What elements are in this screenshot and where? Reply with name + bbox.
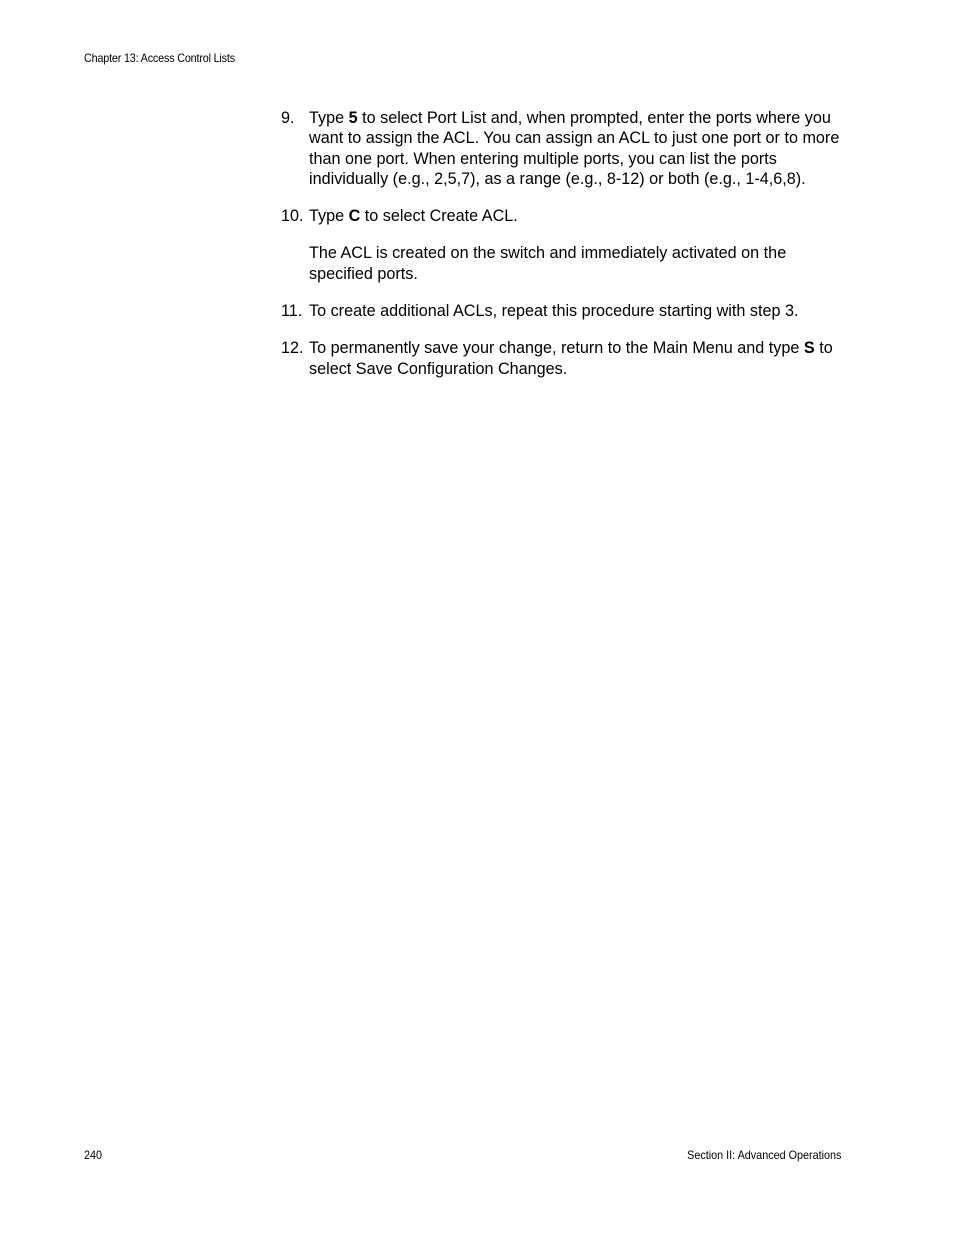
step-10: [281, 206, 846, 226]
step-9: [281, 108, 846, 189]
step-text-post: to select Create ACL.: [360, 207, 518, 226]
running-header: Chapter 13: Access Control Lists: [84, 51, 235, 65]
step-text: [309, 108, 846, 189]
step-text: [309, 338, 846, 379]
step-number: 12.: [281, 339, 304, 358]
step-number: 9.: [281, 109, 295, 127]
step-text-pre: Type: [309, 207, 349, 226]
step-number: 10.: [281, 207, 304, 226]
procedure-steps: [281, 108, 846, 396]
step-text-pre: Type: [309, 109, 349, 127]
step-number: 11.: [281, 302, 303, 321]
step-10-note: The ACL is created on the switch and immediately activated on the specified ports.: [309, 244, 787, 283]
key-label: C: [348, 207, 361, 226]
step-text: To create additional ACLs, repeat this procedure starting with step 3.: [309, 302, 799, 321]
step-text-post: to select Save Configuration Changes.: [309, 339, 833, 378]
section-title: Section II: Advanced Operations: [686, 1148, 841, 1162]
key-label: 5: [348, 109, 358, 127]
step-12: [281, 338, 846, 379]
step-text-post: to select Port List and, when prompted, enter the ports where you want to assign the ACL. You can assign an ACL to just one port or to more than one port. When entering multiple ports, you can list the ports individually (e.g., 2,5,7), as a range (e.g., 8-12) or both (e.g., 1-4,6,8).: [309, 109, 840, 188]
page-number: 240: [84, 1148, 103, 1162]
step-text: [309, 206, 846, 226]
step-11: [281, 301, 846, 321]
key-label: S: [803, 339, 815, 358]
step-text-pre: To permanently save your change, return to the Main Menu and type: [309, 339, 804, 358]
